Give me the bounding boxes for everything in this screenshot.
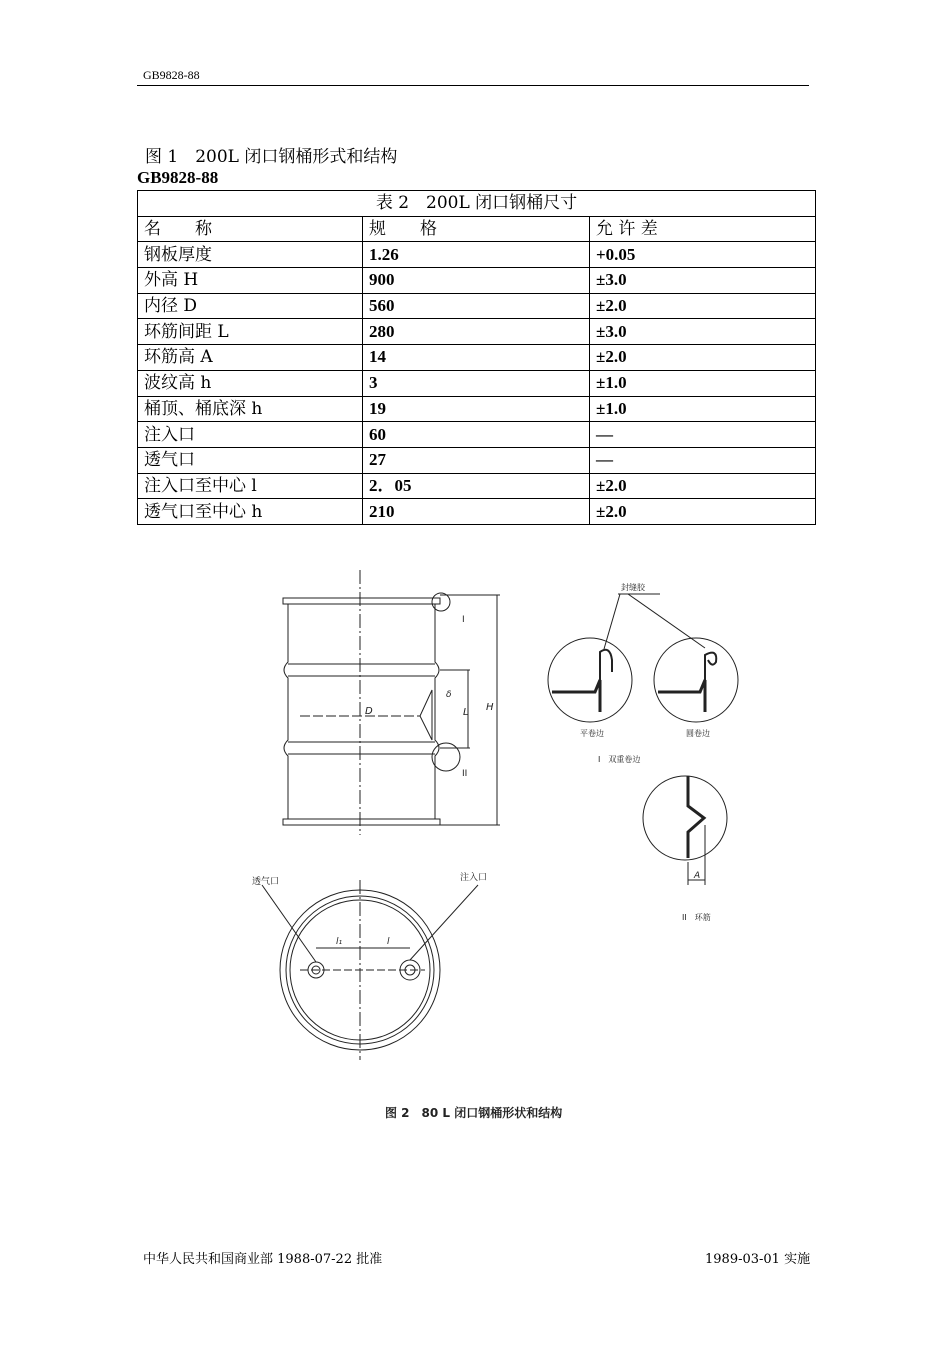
cell-tolerance: — — [590, 422, 816, 448]
cell-spec: 900 — [363, 268, 590, 294]
cell-tolerance: — — [590, 447, 816, 473]
cell-spec: 280 — [363, 319, 590, 345]
standard-code: GB9828-88 — [137, 168, 219, 187]
cell-spec: 27 — [363, 447, 590, 473]
seam-details — [548, 594, 738, 885]
table-caption: 表 2 200L 闭口钢桶尺寸 — [138, 191, 816, 217]
cell-tolerance: ±3.0 — [590, 319, 816, 345]
cell-name: 透气口 — [138, 447, 363, 473]
label-l1: l₁ — [336, 937, 343, 947]
label-vent: 透气口 — [252, 877, 280, 887]
cell-tolerance: ±3.0 — [590, 268, 816, 294]
label-sealant: 封缝胶 — [621, 583, 645, 592]
cell-name: 环筋间距 L — [138, 319, 363, 345]
cell-spec: 210 — [363, 499, 590, 525]
cell-spec: 14 — [363, 345, 590, 371]
label-H: H — [486, 702, 494, 713]
cell-name: 注入口至中心 l — [138, 473, 363, 499]
label-A: A — [694, 871, 701, 881]
cell-name: 波纹高 h — [138, 370, 363, 396]
footer-approval: 中华人民共和国商业部 1988-07-22 批准 — [143, 1252, 383, 1267]
header-code: GB9828-88 — [143, 68, 200, 82]
cell-name: 环筋高 A — [138, 345, 363, 371]
label-delta: δ — [446, 690, 452, 700]
cell-name: 外高 H — [138, 268, 363, 294]
cell-spec: 560 — [363, 293, 590, 319]
cell-tolerance: ±1.0 — [590, 370, 816, 396]
label-rib: II 环筋 — [682, 913, 711, 922]
label-II: II — [462, 769, 468, 779]
cell-name: 注入口 — [138, 422, 363, 448]
cell-tolerance: ±2.0 — [590, 499, 816, 525]
cell-name: 透气口至中心 h — [138, 499, 363, 525]
label-I: I — [462, 615, 465, 625]
label-inlet: 注入口 — [460, 873, 488, 883]
figure1-caption: 图 1 200L 闭口钢桶形式和结构 — [145, 147, 398, 167]
cell-tolerance: ±1.0 — [590, 396, 816, 422]
cell-tolerance: +0.05 — [590, 242, 816, 268]
cell-spec: 2．05 — [363, 473, 590, 499]
cell-tolerance: ±2.0 — [590, 473, 816, 499]
drum-top-view — [262, 880, 478, 1060]
label-flat-seam: 平卷边 — [580, 729, 604, 738]
cell-spec: 19 — [363, 396, 590, 422]
label-round-seam: 圆卷边 — [686, 729, 710, 738]
cell-name: 钢板厚度 — [138, 242, 363, 268]
header-name: 名 称 — [138, 216, 363, 242]
label-l: l — [387, 937, 390, 947]
cell-name: 内径 D — [138, 293, 363, 319]
cell-spec: 60 — [363, 422, 590, 448]
header-spec: 规 格 — [363, 216, 590, 242]
cell-spec: 1.26 — [363, 242, 590, 268]
cell-tolerance: ±2.0 — [590, 293, 816, 319]
label-L: L — [463, 707, 469, 718]
label-D: D — [365, 706, 373, 717]
cell-spec: 3 — [363, 370, 590, 396]
cell-name: 桶顶、桶底深 h — [138, 396, 363, 422]
label-double-seam: I 双重卷边 — [598, 755, 641, 764]
header-tolerance: 允 许 差 — [590, 216, 816, 242]
footer-effective: 1989-03-01 实施 — [705, 1252, 811, 1267]
cell-tolerance: ±2.0 — [590, 345, 816, 371]
figure2-caption: 图 2 80 L 闭口钢桶形状和结构 — [385, 1106, 563, 1120]
drum-side-view — [283, 570, 500, 835]
